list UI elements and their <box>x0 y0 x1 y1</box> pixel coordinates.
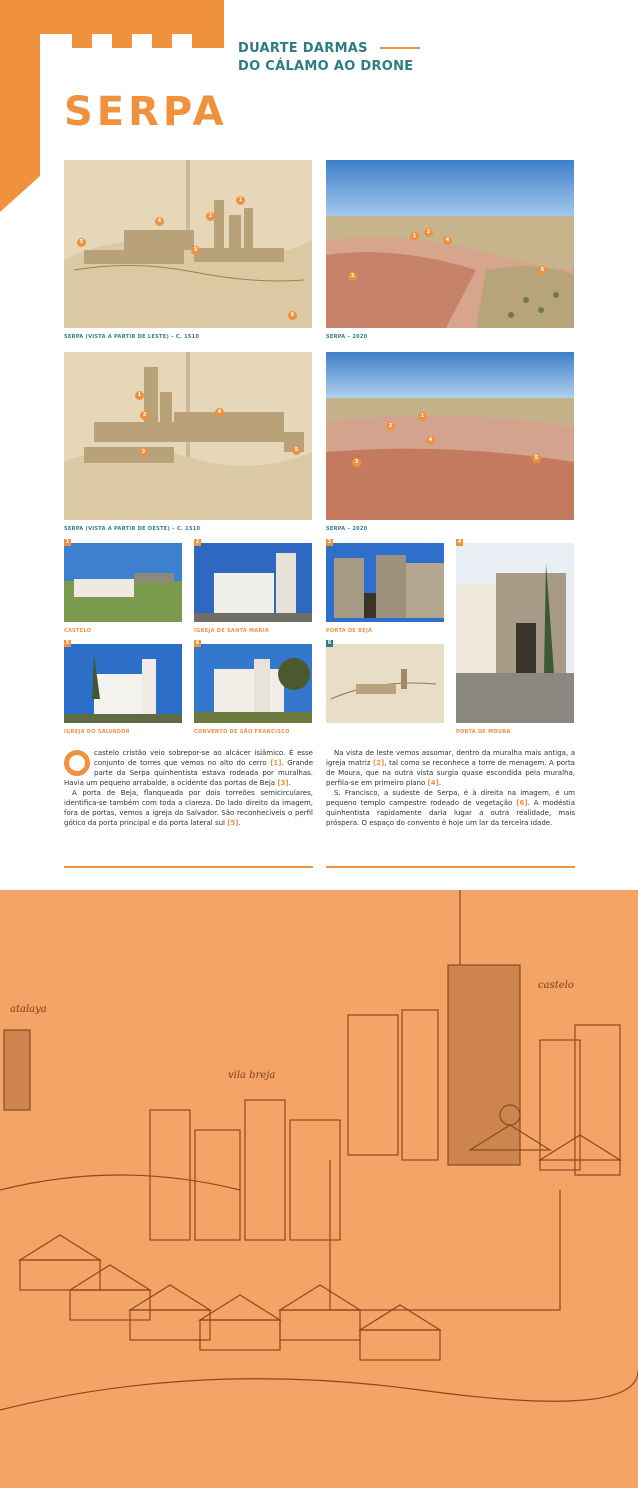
photo-castelo <box>64 543 182 622</box>
thumb-number: 2 <box>195 539 200 545</box>
photo-porta-de-beja <box>326 543 444 622</box>
marker-1: 1 <box>135 391 144 400</box>
marker-3: 3 <box>352 458 361 467</box>
marker-5: 5 <box>292 446 301 455</box>
marker-3: 3 <box>191 246 200 255</box>
marker-3: 3 <box>348 272 357 281</box>
marker-6: 6 <box>538 266 547 275</box>
thumb-caption: PORTA DE BEJA <box>326 628 373 634</box>
photo-convento-sao-francisco <box>194 644 312 723</box>
thumb-number: 4 <box>457 539 462 545</box>
divider <box>326 866 575 868</box>
paragraph: A porta de Beja, flanqueada por dois torreões semicirculares, identifica-se também com toda a clareza. Do lado direito da imagem, fora de portas, vemos a igreja do Salvador. São reconhecíveis o perfil gótico da porta principal e da porta lateral sul [5]. <box>64 789 313 827</box>
marker-4: 4 <box>155 217 164 226</box>
drawing-label-atalaya: atalaya <box>10 1004 47 1015</box>
photo-porta-de-moura <box>456 543 574 723</box>
thumb-number: 5 <box>65 640 70 646</box>
marker-5: 5 <box>532 454 541 463</box>
drawing-label-castelo: castelo <box>538 980 574 991</box>
page-title: SERPA <box>64 89 228 135</box>
caption-aerial-east: SERPA – 2020 <box>326 334 368 340</box>
paragraph: S. Francisco, a sudeste de Serpa, é à direita na imagem, é um pequeno templo campestre rodeado de vegetação [6]. A modéstia quinhentista rapidamente daria lugar a outra realidade, mais próspera. O espaço do convento é hoje um lar da terceira idade. <box>326 789 575 827</box>
series-line-2: DO CÁLAMO AO DRONE <box>238 59 414 74</box>
thumb-caption: CONVENTO DE SÃO FRANCISCO <box>194 729 290 735</box>
marker-4: 4 <box>215 408 224 417</box>
marker-2: 2 <box>424 228 433 237</box>
thumb-number: 3 <box>327 539 332 545</box>
aerial-photo-west <box>326 352 574 520</box>
marker-1: 1 <box>236 196 245 205</box>
thumb-number: 1 <box>65 539 70 545</box>
ref-4: [4] <box>427 779 439 787</box>
marker-2: 2 <box>386 422 395 431</box>
manuscript-enlarged-drawing <box>0 890 638 1488</box>
thumb-number: 6 <box>195 640 200 646</box>
paragraph: castelo cristão veio sobrepor-se ao alcácer islâmico. É esse conjunto de torres que vemos no alto do cerro [1]. Grande parte da Serpa quinhentista estava rodeada por muralhas. Havia um pequeno arrabalde, a ocidente das portas de Beja [3]. <box>64 749 313 787</box>
marker-4: 4 <box>443 236 452 245</box>
text-column-left <box>64 748 313 828</box>
drawing-label-vila: vila breja <box>228 1070 276 1081</box>
series-accent-line <box>380 47 420 49</box>
manuscript-west-view <box>64 352 312 520</box>
marker-1: 1 <box>410 232 419 241</box>
thumb-caption: PORTA DE MOURA <box>456 729 511 735</box>
marker-2: 2 <box>206 212 215 221</box>
ref-1: [1] <box>270 759 282 767</box>
marker-2: 2 <box>140 411 149 420</box>
caption-east-view: SERPA (VISTA A PARTIR DE LESTE) – C. 1510 <box>64 334 200 340</box>
marker-4: 4 <box>426 436 435 445</box>
ref-5: [5] <box>227 819 239 827</box>
paragraph: Na vista de leste vemos assomar, dentro da muralha mais antiga, a igreja matriz [2], tal como se reconhece a torre de menagem. A porta de Moura, que na outra vista surgia quase escondida pela muralha, perfila-se em primeiro plano [4]. <box>326 749 575 787</box>
thumb-caption: IGREJA DO SALVADOR <box>64 729 130 735</box>
caption-aerial-west: SERPA – 2020 <box>326 526 368 532</box>
manuscript-detail-sao-francisco <box>326 644 444 723</box>
dropcap-o-icon <box>64 750 90 776</box>
marker-3: 3 <box>139 448 148 457</box>
thumb-caption: CASTELO <box>64 628 92 634</box>
series-title <box>238 40 413 76</box>
thumb-caption: IGREJA DE SANTA MARIA <box>194 628 270 634</box>
series-line-1: DUARTE DARMAS <box>238 41 368 56</box>
manuscript-east-view <box>64 160 312 328</box>
ref-6: [6] <box>516 799 528 807</box>
marker-1: 1 <box>418 412 427 421</box>
marker-5: 5 <box>77 238 86 247</box>
photo-igreja-santa-maria <box>194 543 312 622</box>
marker-6: 6 <box>288 311 297 320</box>
ref-2: [2] <box>372 759 385 767</box>
divider <box>64 866 313 868</box>
thumb-number: 6 <box>327 640 332 646</box>
caption-west-view: SERPA (VISTA A PARTIR DE OESTE) – C. 1510 <box>64 526 201 532</box>
ref-3: [3] <box>277 779 289 787</box>
text-column-right <box>326 748 575 828</box>
photo-igreja-do-salvador <box>64 644 182 723</box>
